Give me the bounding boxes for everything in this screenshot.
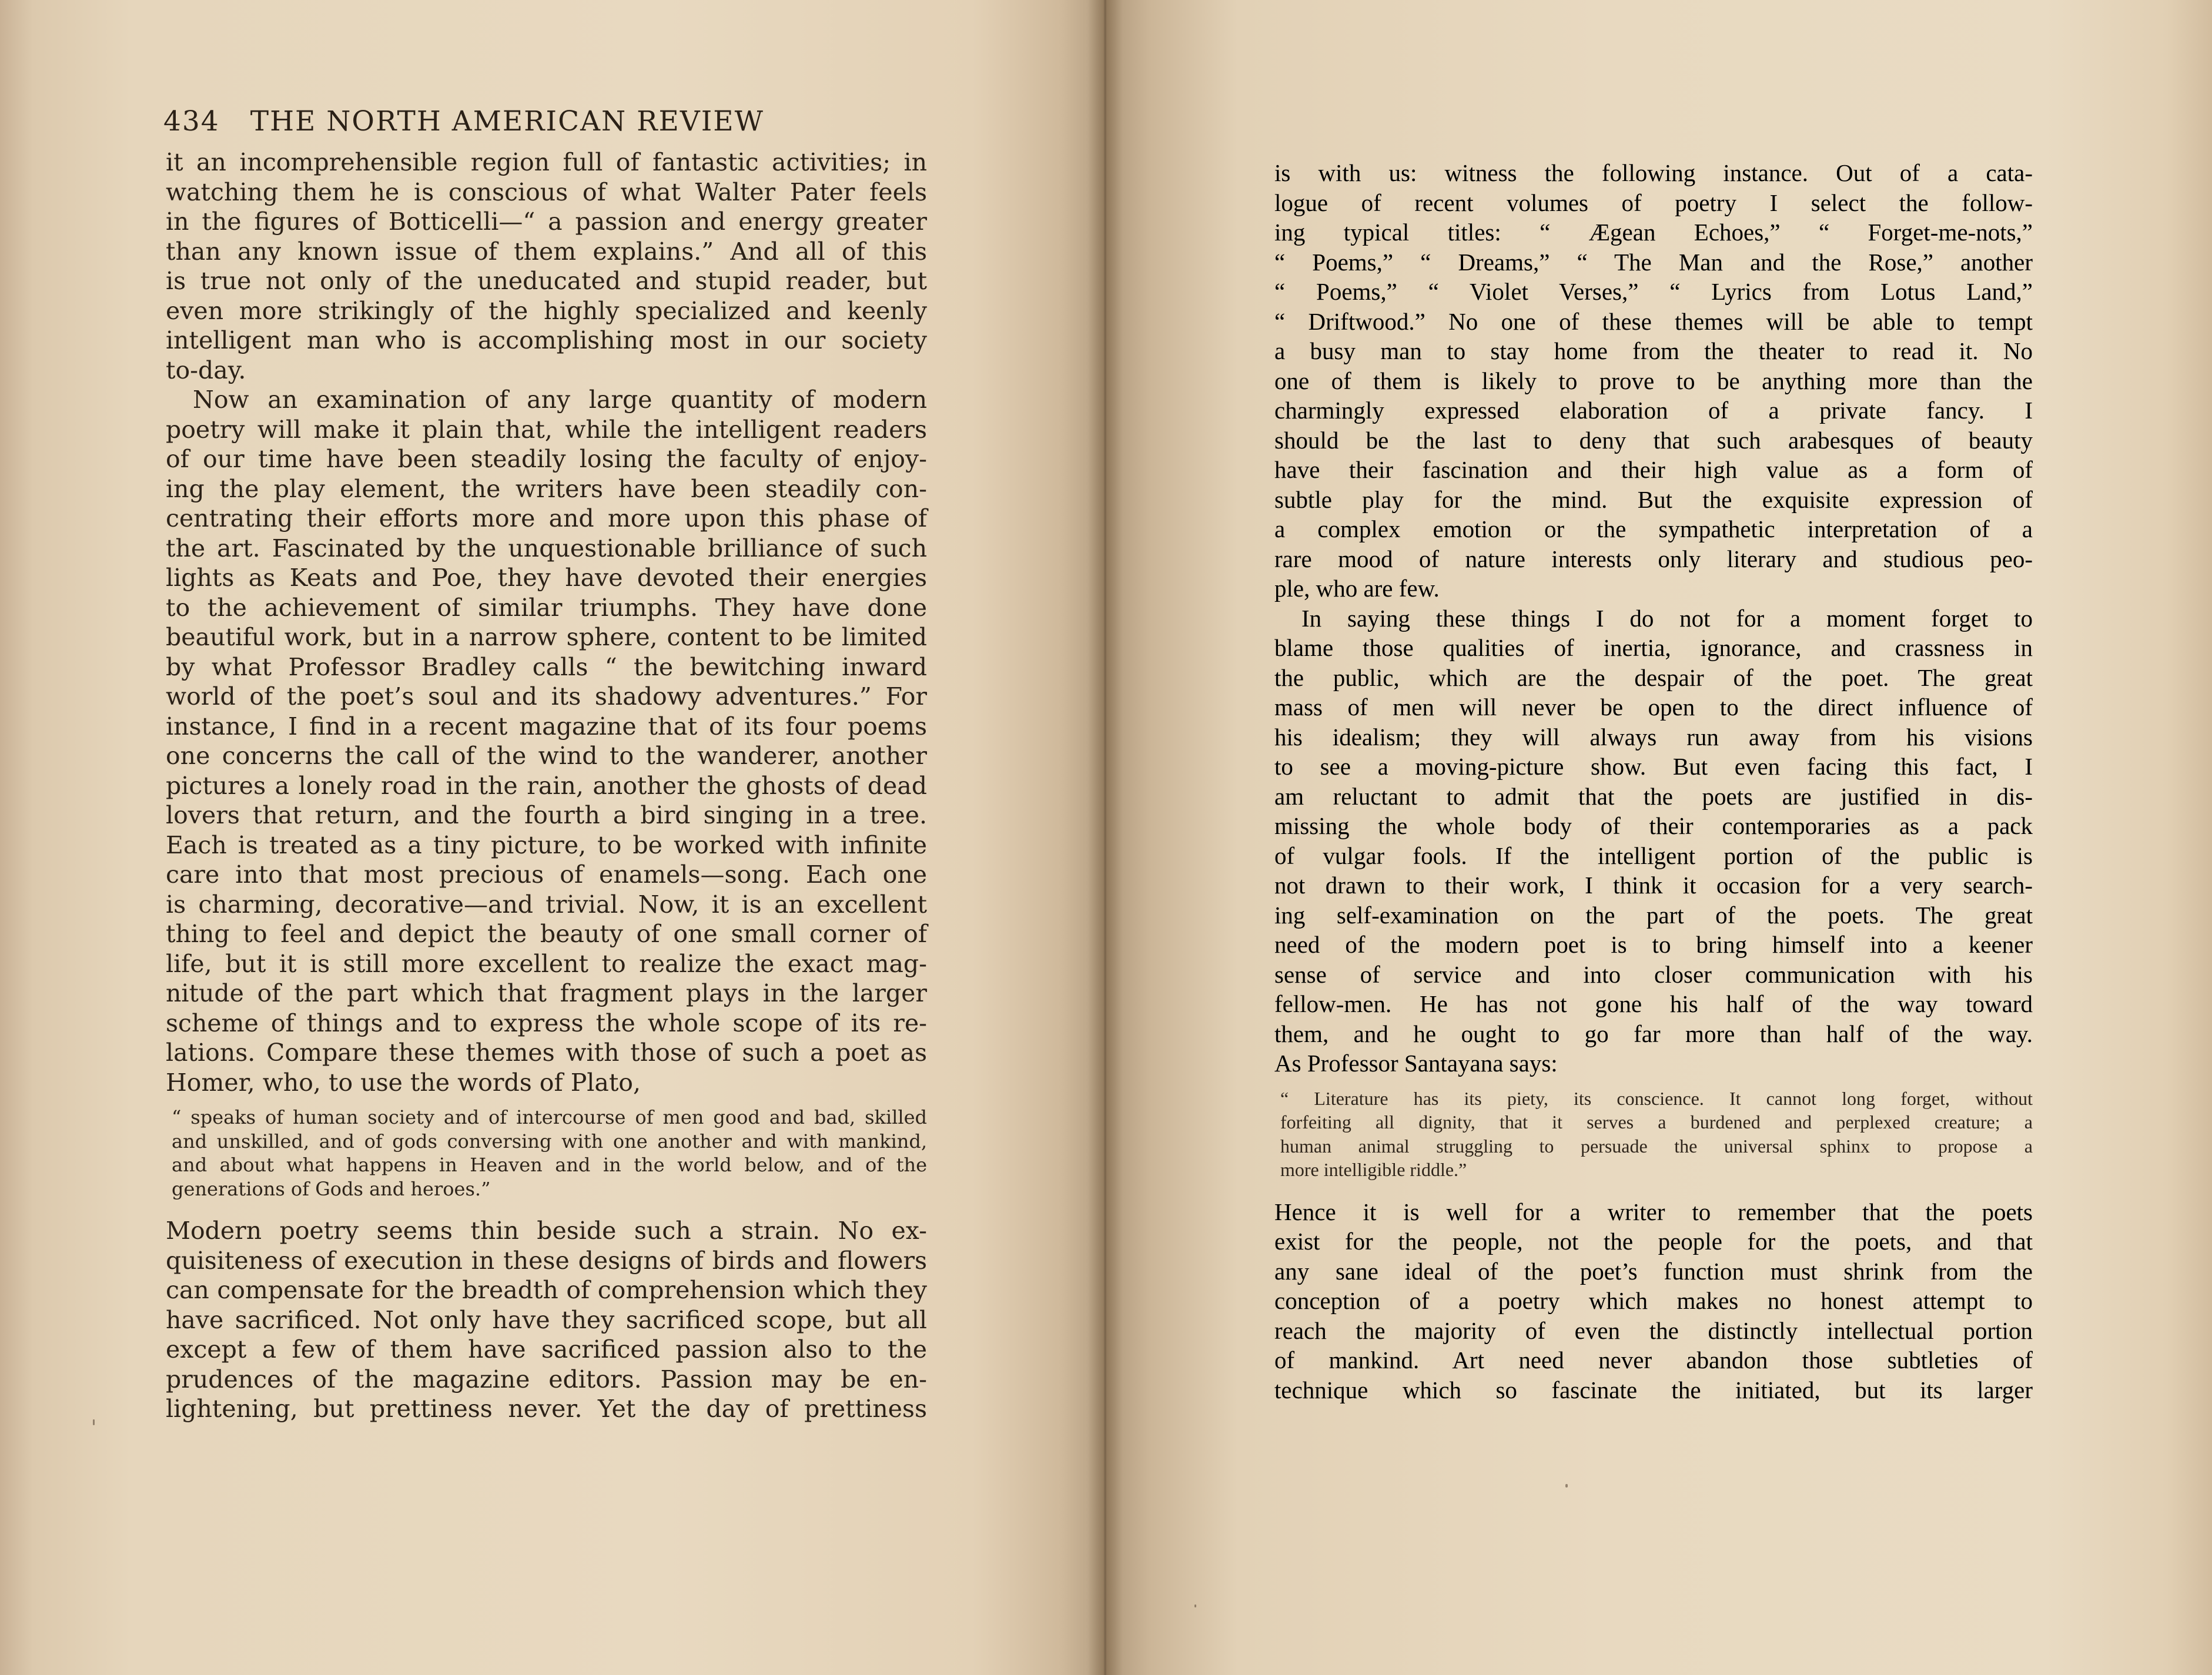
text-line: the art. Fascinated by the unquestionable brilliance of such bbox=[166, 534, 927, 562]
left-page bbox=[0, 0, 1105, 1675]
left-page-number: 434 bbox=[163, 105, 220, 138]
quote-line: generations of Gods and heroes.” bbox=[172, 1177, 491, 1200]
text-line: pictures a lonely road in the rain, another the ghosts of dead bbox=[166, 771, 927, 800]
quote-line: and about what happens in Heaven and in the world below, and of the bbox=[172, 1154, 927, 1176]
text-line: Each is treated as a tiny picture, to be worked with infinite bbox=[166, 830, 927, 859]
text-line: in the figures of Botticelli—“ a passion and energy greater bbox=[166, 207, 927, 236]
right-paragraph-1 bbox=[1274, 158, 2033, 604]
paper-speck bbox=[93, 1419, 95, 1425]
left-block-quote bbox=[172, 1106, 927, 1201]
text-line: ing the play element, the writers have been steadily con- bbox=[166, 474, 927, 503]
text-line: “ Poems,” “ Dreams,” “ The Man and the Rose,” another bbox=[1274, 248, 2033, 276]
text-line: one concerns the call of the wind to the wanderer, another bbox=[166, 742, 927, 770]
text-line: In saying these things I do not for a moment forget to bbox=[1301, 604, 2033, 632]
quote-line: “ Literature has its piety, its conscience. It cannot long forget, without bbox=[1280, 1087, 2033, 1109]
text-line: not drawn to their work, I think it occasion for a very search- bbox=[1274, 872, 2033, 899]
text-line: intelligent man who is accomplishing most in our society bbox=[166, 326, 927, 354]
text-line: than any known issue of them explains.” And all of this bbox=[166, 237, 927, 266]
text-line: can compensate for the breadth of comprehension which they bbox=[166, 1276, 927, 1304]
text-line: by what Professor Bradley calls “ the bewitching inward bbox=[166, 652, 927, 681]
text-line: scheme of things and to express the whole scope of its re- bbox=[166, 1009, 927, 1037]
quote-line: human animal struggling to persuade the universal sphinx to propose a bbox=[1280, 1135, 2033, 1157]
right-paragraph-2 bbox=[1274, 604, 2033, 1078]
text-line: his idealism; they will always run away from his visions bbox=[1274, 723, 2033, 751]
text-line: is with us: witness the following instance. Out of a cata- bbox=[1274, 159, 2033, 186]
left-running-head bbox=[163, 101, 928, 142]
right-paragraph-3 bbox=[1274, 1197, 2033, 1405]
text-line: the public, which are the despair of the poet. The great bbox=[1274, 664, 2033, 691]
text-line: watching them he is conscious of what Walter Pater feels bbox=[166, 177, 927, 206]
text-line: reach the majority of even the distinctly intellectual portion bbox=[1274, 1316, 2033, 1344]
text-line: is true not only of the uneducated and stupid reader, but bbox=[166, 267, 927, 295]
text-line: to the achievement of similar triumphs. They have done bbox=[166, 593, 927, 622]
text-line: have their fascination and their high value as a form of bbox=[1274, 456, 2033, 483]
text-line: ing typical titles: “ Ægean Echoes,” “ Forget-me-nots,” bbox=[1274, 219, 2033, 246]
text-line: should be the last to deny that such arabesques of beauty bbox=[1274, 426, 2033, 454]
text-line: a busy man to stay home from the theater to read it. No bbox=[1274, 337, 2033, 364]
text-line: subtle play for the mind. But the exquisite expression of bbox=[1274, 485, 2033, 513]
text-line: life, but it is still more excellent to realize the exact mag- bbox=[166, 949, 927, 978]
text-line: to see a moving-picture show. But even facing this fact, I bbox=[1274, 753, 2033, 780]
text-line: mass of men will never be open to the direct influence of bbox=[1274, 694, 2033, 721]
left-paragraph-3 bbox=[166, 1216, 927, 1424]
text-line: thing to feel and depict the beauty of one small corner of bbox=[166, 920, 927, 948]
text-line: Homer, who, to use the words of Plato, bbox=[166, 1068, 641, 1097]
left-paragraph-2 bbox=[166, 385, 927, 1097]
text-line: am reluctant to admit that the poets are justified in dis- bbox=[1274, 782, 2033, 810]
text-line: of our time have been steadily losing the faculty of enjoy- bbox=[166, 445, 927, 473]
text-line: centrating their efforts more and more upon this phase of bbox=[166, 504, 927, 532]
quote-line: forfeiting all dignity, that it serves a burdened and perplexed creature; a bbox=[1280, 1111, 2033, 1133]
text-line: charmingly expressed elaboration of a private fancy. I bbox=[1274, 397, 2033, 424]
text-line: even more strikingly of the highly specialized and keenly bbox=[166, 296, 927, 325]
text-line: poetry will make it plain that, while the intelligent readers bbox=[166, 415, 927, 444]
right-block-quote bbox=[1280, 1087, 2033, 1182]
text-line: one of them is likely to prove to be anything more than the bbox=[1274, 367, 2033, 394]
text-line: missing the whole body of their contemporaries as a pack bbox=[1274, 812, 2033, 839]
quote-line: and unskilled, and of gods conversing with one another and with mankind, bbox=[172, 1130, 927, 1153]
text-line: lights as Keats and Poe, they have devoted their energies bbox=[166, 564, 927, 592]
text-line: fellow-men. He has not gone his half of the way toward bbox=[1274, 990, 2033, 1017]
right-text-block bbox=[1274, 158, 2033, 1405]
text-line: lations. Compare these themes with those of such a poet as bbox=[166, 1038, 927, 1067]
text-line: Hence it is well for a writer to remember that the poets bbox=[1274, 1198, 2033, 1225]
left-header-title: THE NORTH AMERICAN REVIEW bbox=[250, 105, 764, 138]
text-line: “ Driftwood.” No one of these themes will be able to tempt bbox=[1274, 307, 2033, 335]
text-line: logue of recent volumes of poetry I select the follow- bbox=[1274, 189, 2033, 216]
paper-speck bbox=[1194, 1604, 1196, 1607]
text-line: ing self-examination on the part of the poets. The great bbox=[1274, 901, 2033, 929]
text-line: instance, I find in a recent magazine that of its four poems bbox=[166, 712, 927, 741]
left-text-block bbox=[166, 148, 927, 1424]
text-line: it an incomprehensible region full of fantastic activities; in bbox=[166, 148, 927, 176]
text-line: beautiful work, but in a narrow sphere, content to be limited bbox=[166, 623, 927, 651]
text-line: As Professor Santayana says: bbox=[1274, 1050, 1558, 1077]
text-line: world of the poet’s soul and its shadowy adventures.” For bbox=[166, 682, 927, 711]
quote-line: “ speaks of human society and of intercourse of men good and bad, skilled bbox=[172, 1106, 927, 1128]
text-line: technique which so fascinate the initiated, but its larger bbox=[1274, 1376, 2033, 1403]
text-line: prudences of the magazine editors. Passion may be en- bbox=[166, 1365, 927, 1393]
text-line: quisiteness of execution in these designs of birds and flowers bbox=[166, 1246, 927, 1275]
text-line: care into that most precious of enamels—song. Each one bbox=[166, 860, 927, 889]
text-line: conception of a poetry which makes no honest attempt to bbox=[1274, 1287, 2033, 1314]
text-line: Modern poetry seems thin beside such a strain. No ex- bbox=[166, 1217, 927, 1245]
text-line: of vulgar fools. If the intelligent portion of the public is bbox=[1274, 842, 2033, 869]
text-line: them, and he ought to go far more than half of the way. bbox=[1274, 1020, 2033, 1047]
text-line: is charming, decorative—and trivial. Now, it is an excellent bbox=[166, 890, 927, 919]
text-line: nitude of the part which that fragment plays in the larger bbox=[166, 979, 927, 1007]
text-line: Now an examination of any large quantity of modern bbox=[193, 386, 927, 414]
text-line: of mankind. Art need never abandon those subtleties of bbox=[1274, 1346, 2033, 1374]
quote-line: more intelligible riddle.” bbox=[1280, 1159, 1467, 1180]
text-line: have sacrificed. Not only have they sacrificed scope, but all bbox=[166, 1305, 927, 1334]
text-line: rare mood of nature interests only literary and studious peo- bbox=[1274, 545, 2033, 572]
paper-speck bbox=[1565, 1484, 1568, 1488]
text-line: need of the modern poet is to bring himself into a keener bbox=[1274, 931, 2033, 958]
text-line: except a few of them have sacrificed passion also to the bbox=[166, 1335, 927, 1364]
text-line: to-day. bbox=[166, 356, 246, 384]
text-line: lightening, but prettiness never. Yet the day of prettiness bbox=[166, 1395, 927, 1423]
text-line: any sane ideal of the poet’s function must shrink from the bbox=[1274, 1257, 2033, 1285]
text-line: lovers that return, and the fourth a bird singing in a tree. bbox=[166, 801, 927, 829]
text-line: ple, who are few. bbox=[1274, 575, 1440, 602]
left-paragraph-1 bbox=[166, 148, 927, 385]
text-line: a complex emotion or the sympathetic interpretation of a bbox=[1274, 515, 2033, 542]
text-line: “ Poems,” “ Violet Verses,” “ Lyrics from Lotus Land,” bbox=[1274, 278, 2033, 305]
text-line: blame those qualities of inertia, ignorance, and crassness in bbox=[1274, 634, 2033, 661]
text-line: sense of service and into closer communication with his bbox=[1274, 960, 2033, 988]
text-line: exist for the people, not the people for the poets, and that bbox=[1274, 1228, 2033, 1255]
